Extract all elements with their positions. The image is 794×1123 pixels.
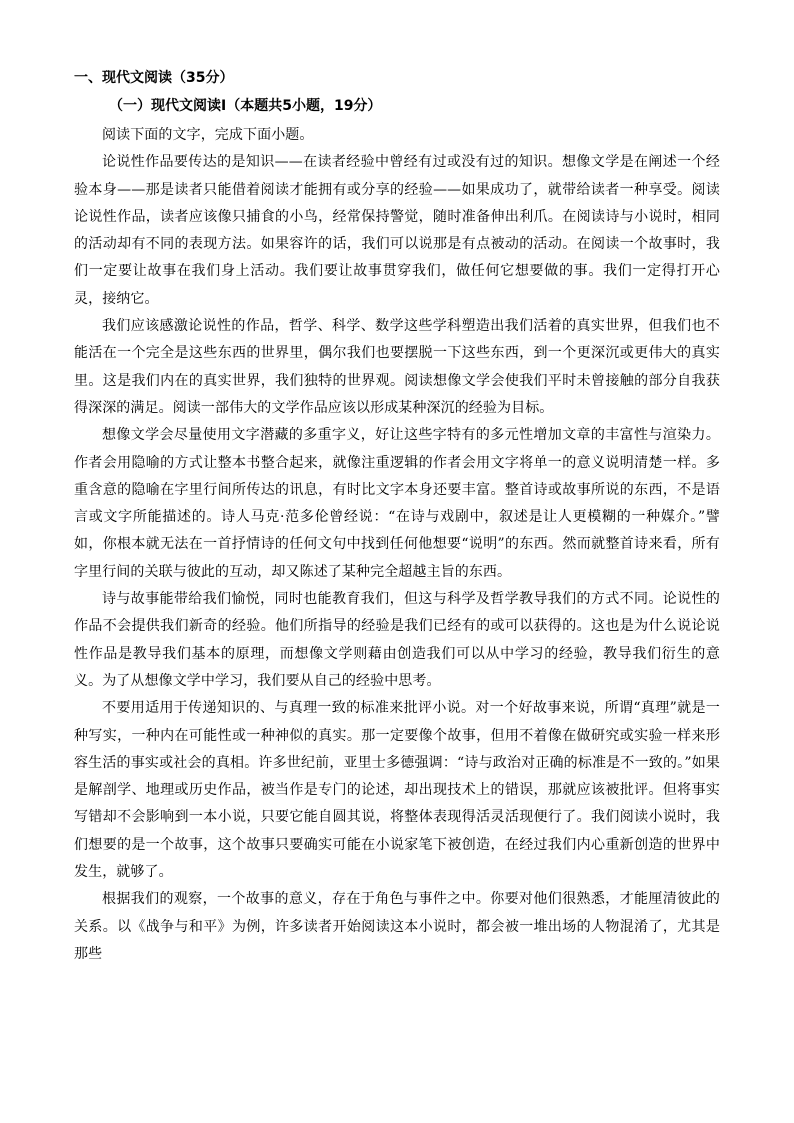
paragraph-4: 诗与故事能带给我们愉悦，同时也能教育我们，但这与科学及哲学教导我们的方式不同。论说性的作品不会提供我们新奇的经验。他们所指导的经验是我们已经有的或可以获得的。这也是为什么说论说性作品是教导我们基本的原理，而想像文学则藉由创造我们可以从中学习的经验，教导我们衍生的意义。为了从想像文学中学习，我们要从自己的经验中思考。 (74, 591, 720, 689)
section-title: 一、现代文阅读（35分） (74, 70, 234, 86)
paragraph-6: 根据我们的观察，一个故事的意义，存在于角色与事件之中。你要对他们很熟悉，才能厘清彼此的关系。以《战争与和平》为例，许多读者开始阅读这本小说时，都会被一堆出场的人物混淆了，尤其是那些 (74, 891, 720, 962)
paragraph-3: 想像文学会尽量使用文字潜藏的多重字义，好让这些字特有的多元性增加文章的丰富性与渲染力。作者会用隐喻的方式让整本书整合起来，就像注重逻辑的作者会用文字将单一的意义说明清楚一样。多重含意的隐喻在字里行间所传达的讯息，有时比文字本身还要丰富。整首诗或故事所说的东西，不是语言或文字所能描述的。诗人马克·范多伦曾经说：“在诗与戏剧中，叙述是让人更模糊的一种媒介。”譬如，你根本就无法在一首抒情诗的任何文句中找到任何他想要“说明”的东西。然而就整首诗来看，所有字里行间的关联与彼此的互动，却又陈述了某种完全超越主旨的东西。 (74, 427, 720, 580)
paragraph-5: 不要用适用于传递知识的、与真理一致的标准来批评小说。对一个好故事来说，所谓“真理”就是一种写实，一种内在可能性或一种神似的真实。那一定要像个故事，但用不着像在做研究或实验一样来形容生活的事实或社会的真相。许多世纪前，亚里士多德强调：“诗与政治对正确的标准是不一致的。”如果是解剖学、地理或历史作品，被当作是专门的论述，却出现技术上的错误，那就应该被批评。但将事实写错却不会影响到一本小说，只要它能自圆其说，将整体表现得活灵活现便行了。我们阅读小说时，我们想要的是一个故事，这个故事只要确实可能在小说家笔下被创造，在经过我们内心重新创造的世界中发生，就够了。 (74, 700, 720, 881)
paragraph-1: 论说性作品要传达的是知识——在读者经验中曾经有过或没有过的知识。想像文学是在阐述一个经验本身——那是读者只能借着阅读才能拥有或分享的经验——如果成功了，就带给读者一种享受。阅读论说性作品，读者应该像只捕食的小鸟，经常保持警觉，随时准备伸出利爪。在阅读诗与小说时，相同的活动却有不同的表现方法。如果容许的话，我们可以说那是有点被动的活动。在阅读一个故事时，我们一定要让故事在我们身上活动。我们要让故事贯穿我们，做任何它想要做的事。我们一定得打开心灵，接纳它。 (74, 154, 720, 307)
instruction-text: 阅读下面的文字，完成下面小题。 (102, 127, 314, 143)
subsection-title: （一）现代文阅读Ⅰ（本题共5小题，19分） (109, 98, 382, 114)
paragraph-2: 我们应该感激论说性的作品，哲学、科学、数学这些学科塑造出我们活着的真实世界，但我们也不能活在一个完全是这些东西的世界里，偶尔我们也要摆脱一下这些东西，到一个更深沉或更伟大的真实里。这是我们内在的真实世界，我们独特的世界观。阅读想像文学会使我们平时未曾接触的部分自我获得深深的满足。阅读一部伟大的文学作品应该以形成某种深沉的经验为目标。 (74, 318, 720, 416)
